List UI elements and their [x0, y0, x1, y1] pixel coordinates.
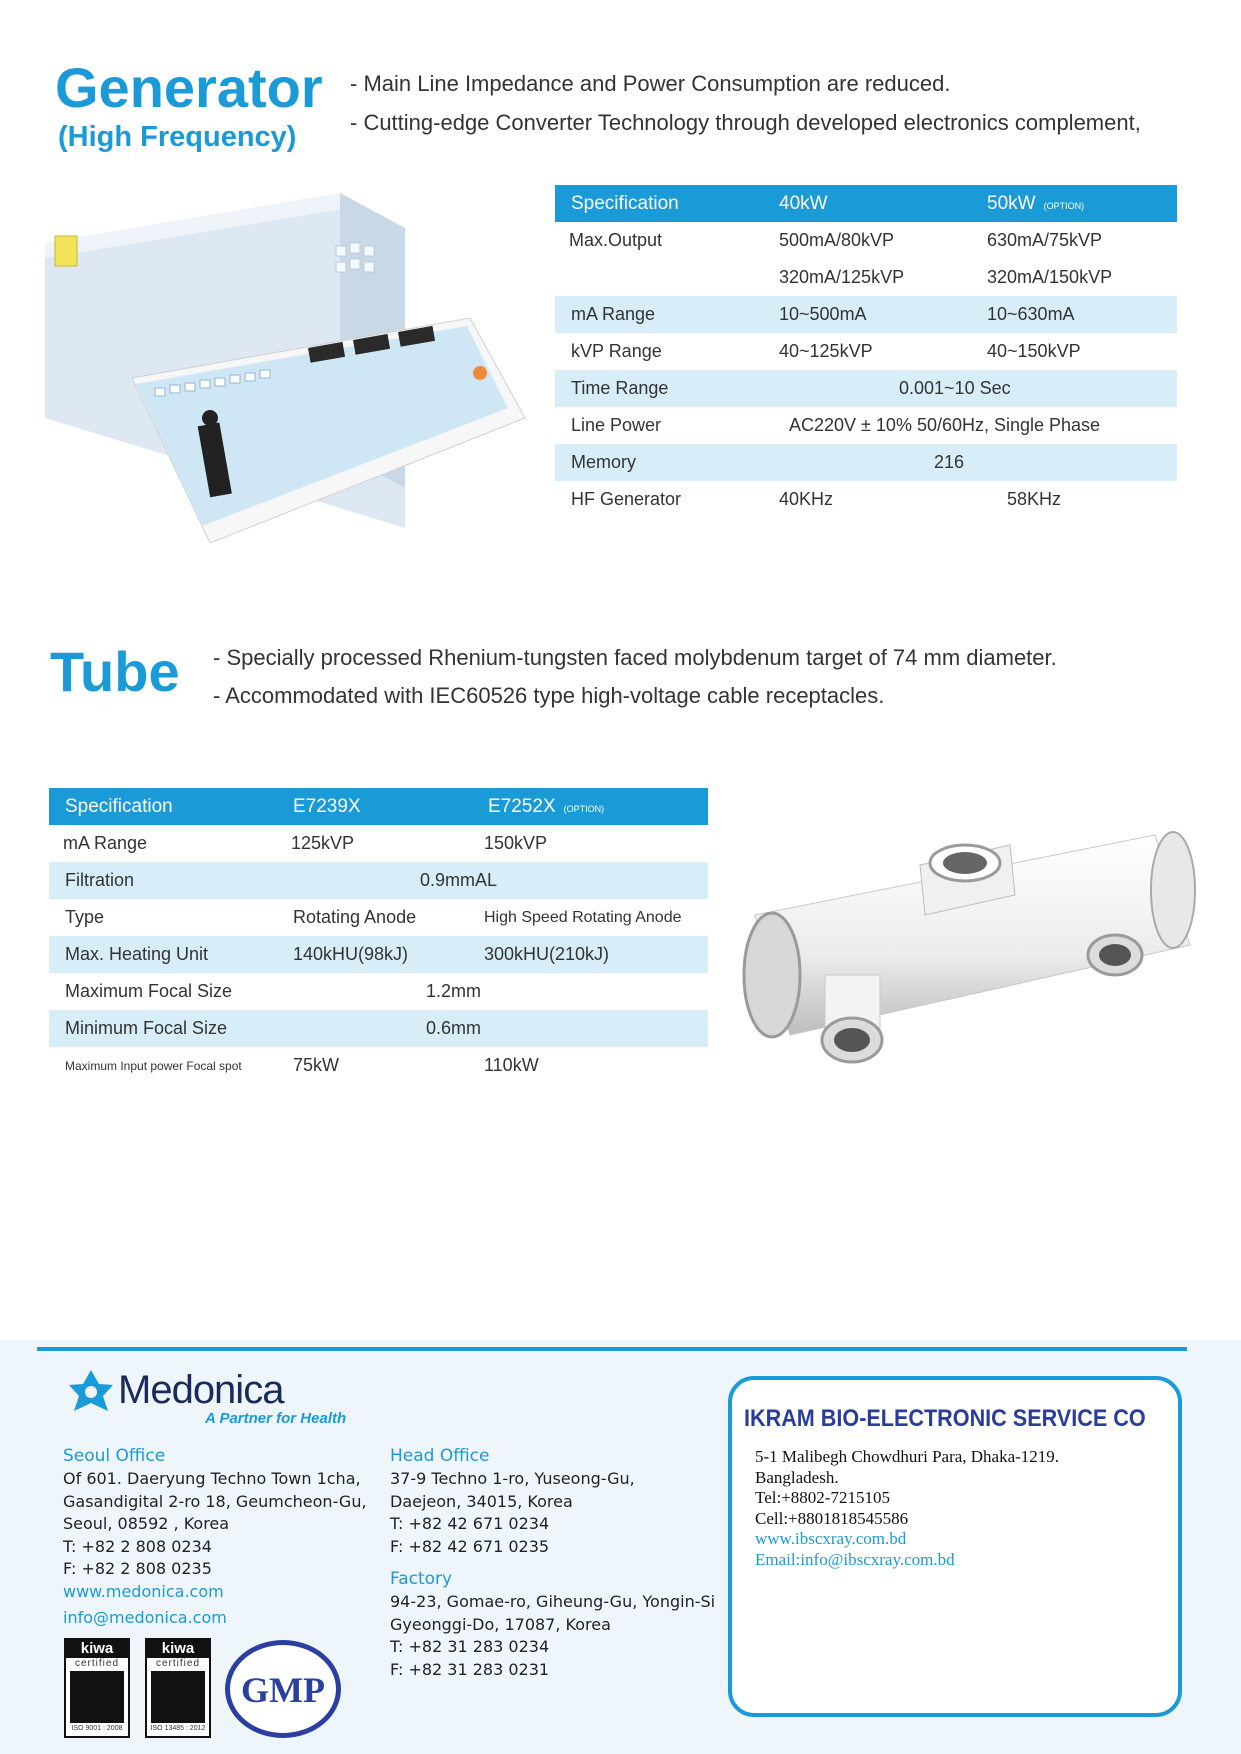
- row-label: Max.Output: [569, 230, 663, 250]
- dealer-address: 5-1 Malibegh Chowdhuri Para, Dhaka-1219. Bangladesh. Tel:+8802-7215105 Cell:+8801818545586: [755, 1447, 1060, 1528]
- row-value-span: 0.6mm: [279, 1010, 708, 1047]
- table-row: [49, 1010, 708, 1047]
- row-label: Maximum Input power Focal spot: [65, 1058, 242, 1073]
- row-label: Maximum Focal Size: [65, 981, 233, 1001]
- row-label: Time Range: [555, 370, 779, 407]
- row-value-span: 1.2mm: [426, 981, 482, 1001]
- row-label: HF Generator: [571, 489, 682, 509]
- table-row: [555, 444, 1177, 481]
- row-value-40kw: 40KHz: [779, 489, 834, 509]
- head-office-address: 37-9 Techno 1-ro, Yuseong-Gu, Daejeon, 34015, Korea T: +82 42 671 0234 F: +82 42 671 0235: [390, 1469, 635, 1556]
- gmp-seal: GMP: [225, 1640, 341, 1738]
- table-row: [49, 936, 708, 973]
- row-label: Memory: [555, 444, 779, 481]
- row-value-40kw: 40~125kVP: [779, 341, 873, 361]
- generator-bullet-1: - Main Line Impedance and Power Consumption are reduced.: [350, 71, 951, 96]
- table-row: [555, 296, 1177, 333]
- row-value-50kw: 40~150kVP: [987, 341, 1081, 361]
- header-e7239x: E7239X: [279, 788, 484, 825]
- row-label: Minimum Focal Size: [49, 1010, 279, 1047]
- row-value-40kw: 10~500mA: [779, 296, 987, 333]
- row-value-e7239x: Rotating Anode: [293, 907, 417, 927]
- row-value-e7239x: 125kVP: [291, 833, 355, 853]
- row-label: kVP Range: [571, 341, 662, 361]
- seoul-office-address: Of 601. Daeryung Techno Town 1cha, Gasandigital 2-ro 18, Geumcheon-Gu, Seoul, 08592 , Korea T: +82 2 808 0234 F: +82 2 808 0235: [63, 1469, 367, 1578]
- table-row: [49, 899, 708, 936]
- brand-tagline: A Partner for Health: [205, 1410, 347, 1427]
- row-value-50kw: 630mA/75kVP: [987, 230, 1103, 250]
- table-row: [49, 1047, 708, 1084]
- row-value-e7252x: 110kW: [484, 1055, 539, 1075]
- header-40kw: 40kW: [779, 185, 987, 222]
- table-header-row: [555, 185, 1177, 222]
- medonica-logo-icon: [66, 1368, 116, 1414]
- tube-title: Tube: [50, 640, 180, 703]
- dealer-website-link[interactable]: www.ibscxray.com.bd: [755, 1529, 907, 1548]
- row-value-e7252x: 150kVP: [484, 833, 548, 853]
- tube-spec-table: [49, 788, 708, 1084]
- kiwa-iso13485-badge: kiwa certified ISO 13485 : 2012: [145, 1638, 211, 1738]
- row-value-50kw: 58KHz: [1007, 489, 1062, 509]
- row-value-50kw: 10~630mA: [987, 296, 1177, 333]
- row-value-40kw: 500mA/80kVP: [779, 230, 895, 250]
- table-row: [555, 259, 1177, 296]
- generator-bullet-2: - Cutting-edge Converter Technology through developed electronics complement,: [350, 110, 1141, 135]
- row-value-span: 216: [779, 444, 1177, 481]
- factory-address: 94-23, Gomae-ro, Giheung-Gu, Yongin-Si Gyeonggi-Do, 17087, Korea T: +82 31 283 0234 F: +82 31 283 0231: [390, 1592, 716, 1679]
- generator-spec-table: [555, 185, 1177, 518]
- table-row: [49, 973, 708, 1010]
- xray-tube-image: [725, 805, 1205, 1090]
- dealer-name: IKRAM BIO-ELECTRONIC SERVICE CO: [744, 1405, 1146, 1432]
- medonica-email-link[interactable]: info@medonica.com: [63, 1608, 227, 1627]
- table-row: [49, 862, 708, 899]
- table-row: [555, 333, 1177, 370]
- table-row: [555, 407, 1177, 444]
- row-value-40kw: 320mA/125kVP: [779, 267, 905, 287]
- dealer-email-link[interactable]: Email:info@ibscxray.com.bd: [755, 1550, 955, 1569]
- table-header-row: [49, 788, 708, 825]
- table-row: [555, 481, 1177, 518]
- generator-title: Generator: [55, 56, 323, 119]
- header-specification: Specification: [555, 185, 779, 222]
- row-value-50kw: 320mA/150kVP: [987, 267, 1113, 287]
- kiwa-iso9001-badge: kiwa certified ISO 9001 : 2008: [64, 1638, 130, 1738]
- table-row: [555, 222, 1177, 259]
- table-row: [49, 825, 708, 862]
- row-label: Type: [65, 907, 105, 927]
- brand-name: Medonica: [118, 1368, 284, 1412]
- row-value-e7239x: 140kHU(98kJ): [279, 936, 484, 973]
- table-row: [555, 370, 1177, 407]
- row-value-e7252x: 300kHU(210kJ): [484, 936, 708, 973]
- row-value-span: 0.001~10 Sec: [779, 370, 1177, 407]
- generator-subtitle: (High Frequency): [58, 121, 297, 153]
- row-label: Max. Heating Unit: [49, 936, 279, 973]
- head-office-title: Head Office: [390, 1446, 490, 1466]
- row-label: mA Range: [555, 296, 779, 333]
- row-label: Filtration: [49, 862, 279, 899]
- header-specification: Specification: [49, 788, 279, 825]
- generator-console-image: [40, 188, 540, 543]
- row-value-span: 0.9mmAL: [279, 862, 708, 899]
- row-label: [555, 259, 779, 296]
- row-value-e7239x: 75kW: [293, 1055, 340, 1075]
- factory-title: Factory: [390, 1569, 453, 1589]
- tube-bullet-1: - Specially processed Rhenium-tungsten faced molybdenum target of 74 mm diameter.: [213, 645, 1057, 670]
- row-label: mA Range: [63, 833, 148, 853]
- row-label: Line Power: [571, 415, 662, 435]
- medonica-website-link[interactable]: www.medonica.com: [63, 1582, 224, 1601]
- header-50kw: 50kW (OPTION): [987, 185, 1177, 222]
- seoul-office-title: Seoul Office: [63, 1446, 166, 1466]
- header-e7252x: E7252X (OPTION): [484, 788, 708, 825]
- row-value-span: AC220V ± 10% 50/60Hz, Single Phase: [789, 415, 1101, 435]
- tube-bullet-2: - Accommodated with IEC60526 type high-voltage cable receptacles.: [213, 683, 885, 708]
- row-value-e7252x: High Speed Rotating Anode: [484, 908, 682, 926]
- footer-divider: [37, 1347, 1187, 1351]
